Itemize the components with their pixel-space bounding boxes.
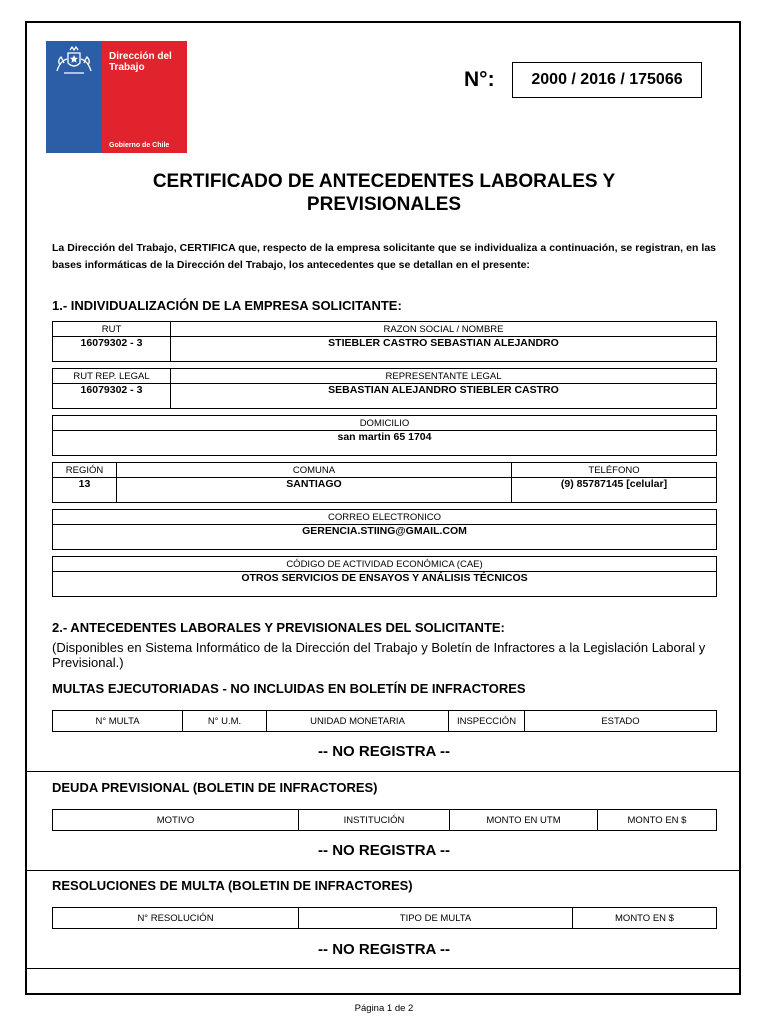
resoluciones-table <box>52 907 717 929</box>
certificate-number: 2000 / 2016 / 175066 <box>512 62 702 98</box>
logo-gov-label: Gobierno de Chile <box>109 142 170 149</box>
multas-col-header: ESTADO <box>525 711 717 732</box>
section1-title: 1.- INDIVIDUALIZACIÓN DE LA EMPRESA SOLICITANTE: <box>52 298 402 313</box>
logo-red-panel <box>102 41 187 153</box>
logo-blue-panel <box>46 41 102 153</box>
deuda-table <box>52 809 717 831</box>
comuna-value: SANTIAGO <box>117 478 512 503</box>
domicilio-label: DOMICILIO <box>53 416 717 431</box>
correo-value: GERENCIA.STIING@GMAIL.COM <box>53 525 717 550</box>
multas-title: MULTAS EJECUTORIADAS - NO INCLUIDAS EN BOLETÍN DE INFRACTORES <box>52 681 526 696</box>
chile-coat-of-arms-icon <box>52 45 96 79</box>
intro-paragraph: La Dirección del Trabajo, CERTIFICA que, respecto de la empresa solicitante que se individualiza a continuación, se registran, en las bases informáticas de la Dirección del Trabajo, los antecedentes que se detallan en el presente: <box>52 242 716 271</box>
page-number: Página 1 de 2 <box>354 1003 414 1014</box>
cae-value: OTROS SERVICIOS DE ENSAYOS Y ANÁLISIS TÉCNICOS <box>53 572 717 597</box>
logo-org-name: Dirección del Trabajo <box>109 51 172 73</box>
divider <box>27 968 741 969</box>
representante-table <box>52 368 717 409</box>
domicilio-value: san martin 65 1704 <box>53 431 717 456</box>
region-comuna-telefono-table <box>52 462 717 503</box>
cae-table <box>52 556 717 597</box>
certificate-number-label: N°: <box>464 68 495 91</box>
multas-col-header: N° MULTA <box>53 711 183 732</box>
multas-table <box>52 710 717 732</box>
comuna-label: COMUNA <box>117 463 512 478</box>
deuda-col-header: MOTIVO <box>53 810 299 831</box>
cae-label: CÓDIGO DE ACTIVIDAD ECONÓMICA (CAE) <box>53 557 717 572</box>
multas-col-header: INSPECCIÓN <box>449 711 525 732</box>
page-title: CERTIFICADO DE ANTECEDENTES LABORALES Y PREVISIONALES <box>152 171 616 215</box>
divider <box>27 771 741 772</box>
rut-razon-table <box>52 321 717 362</box>
rut-value: 16079302 - 3 <box>53 337 171 362</box>
deuda-col-header: MONTO EN UTM <box>450 810 598 831</box>
resoluciones-col-header: MONTO EN $ <box>573 908 717 929</box>
deuda-empty-message: -- NO REGISTRA -- <box>318 842 450 859</box>
divider <box>27 870 741 871</box>
correo-label: CORREO ELECTRONICO <box>53 510 717 525</box>
telefono-value: (9) 85787145 [celular] <box>512 478 717 503</box>
deuda-col-header: INSTITUCIÓN <box>299 810 450 831</box>
rut-rep-value: 16079302 - 3 <box>53 384 171 409</box>
rut-rep-label: RUT REP. LEGAL <box>53 369 171 384</box>
representante-value: SEBASTIAN ALEJANDRO STIEBLER CASTRO <box>171 384 717 409</box>
multas-empty-message: -- NO REGISTRA -- <box>318 743 450 760</box>
correo-table <box>52 509 717 550</box>
region-label: REGIÓN <box>53 463 117 478</box>
representante-label: REPRESENTANTE LEGAL <box>171 369 717 384</box>
section2-title: 2.- ANTECEDENTES LABORALES Y PREVISIONALES DEL SOLICITANTE: <box>52 620 505 635</box>
multas-col-header: N° U.M. <box>183 711 267 732</box>
rut-label: RUT <box>53 322 171 337</box>
razon-value: STIEBLER CASTRO SEBASTIAN ALEJANDRO <box>171 337 717 362</box>
telefono-label: TELÉFONO <box>512 463 717 478</box>
deuda-title: DEUDA PREVISIONAL (BOLETIN DE INFRACTORES) <box>52 780 378 795</box>
resoluciones-title: RESOLUCIONES DE MULTA (BOLETIN DE INFRACTORES) <box>52 878 413 893</box>
domicilio-table <box>52 415 717 456</box>
direccion-del-trabajo-logo <box>46 41 187 153</box>
resoluciones-empty-message: -- NO REGISTRA -- <box>318 941 450 958</box>
resoluciones-col-header: N° RESOLUCIÓN <box>53 908 299 929</box>
resoluciones-col-header: TIPO DE MULTA <box>299 908 573 929</box>
deuda-col-header: MONTO EN $ <box>598 810 717 831</box>
region-value: 13 <box>53 478 117 503</box>
multas-col-header: UNIDAD MONETARIA <box>267 711 449 732</box>
razon-label: RAZON SOCIAL / NOMBRE <box>171 322 717 337</box>
section2-note: (Disponibles en Sistema Informático de la Dirección del Trabajo y Boletín de Infractores a la Legislación Laboral y Previsional.) <box>52 640 706 670</box>
